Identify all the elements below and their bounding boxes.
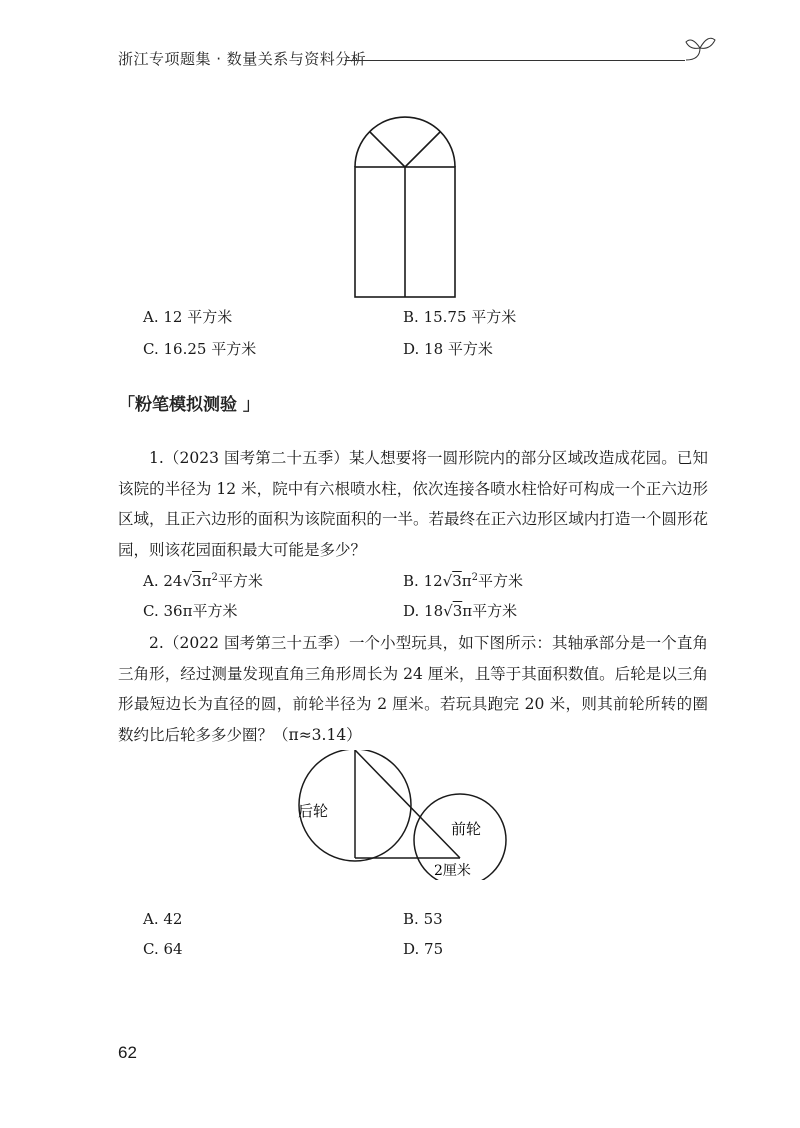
sprout-icon [682, 30, 718, 64]
rear-wheel-label: 后轮 [298, 802, 329, 820]
q1-option-b: B. $12√3\pi^2$平方米 [403, 572, 524, 590]
page-number: 62 [118, 1043, 137, 1062]
section-title: 粉笔模拟测验 [135, 395, 237, 415]
q1-option-d: D. 18√3π平方米 [403, 602, 518, 620]
prev-option-d: D. 18 平方米 [403, 340, 493, 358]
radius-label: 2厘米 [434, 863, 471, 879]
window-arch [355, 117, 455, 167]
prev-option-a: A. 12 平方米 [143, 308, 233, 326]
front-wheel-label: 前轮 [451, 820, 482, 838]
triangle-hypotenuse [355, 750, 460, 858]
q1-option-a: A. $24√3\pi^2$平方米 [143, 572, 263, 590]
question-1-text: 1.（2023 国考第二十五季）某人想要将一圆形院内的部分区域改造成花园。已知该院的半径为 12 米，院中有六根喷水柱，依次连接各喷水柱恰好可构成一个正六边形区域，且正六边形的面积为该院面积的一半。若最终在正六边形区域内打造一个圆形花园，则该花园面积最大可能是多少？ [118, 449, 708, 559]
q1-option-c: C. 36π平方米 [143, 602, 238, 620]
q2-option-d: D. 75 [403, 940, 444, 958]
window-figure [350, 110, 460, 300]
q2-option-c: C. 64 [143, 940, 183, 958]
bracket-open: 「 [118, 395, 135, 415]
running-header: 浙江专项题集 · 数量关系与资料分析 [118, 50, 367, 68]
prev-option-c: C. 16.25 平方米 [143, 340, 257, 358]
bracket-close: 」 [237, 395, 260, 415]
question-2-text: 2.（2022 国考第三十五季）一个小型玩具，如下图所示：其轴承部分是一个直角三角形，经过测量发现直角三角形周长为 24 厘米，且等于其面积数值。后轮是以三角形最短边长为直径的圆，前轮半径为 2 厘米。若玩具跑完 20 米，则其前轮所转的圈数约比后轮多多少圈？（π≈3.14） [118, 634, 708, 744]
prev-option-b: B. 15.75 平方米 [403, 308, 517, 326]
toy-figure [290, 750, 525, 880]
q2-option-a: A. 42 [143, 910, 183, 928]
q2-option-b: B. 53 [403, 910, 443, 928]
window-left-spoke [370, 132, 405, 167]
section-heading [118, 390, 260, 415]
window-right-spoke [405, 132, 440, 167]
header-rule [345, 60, 685, 61]
